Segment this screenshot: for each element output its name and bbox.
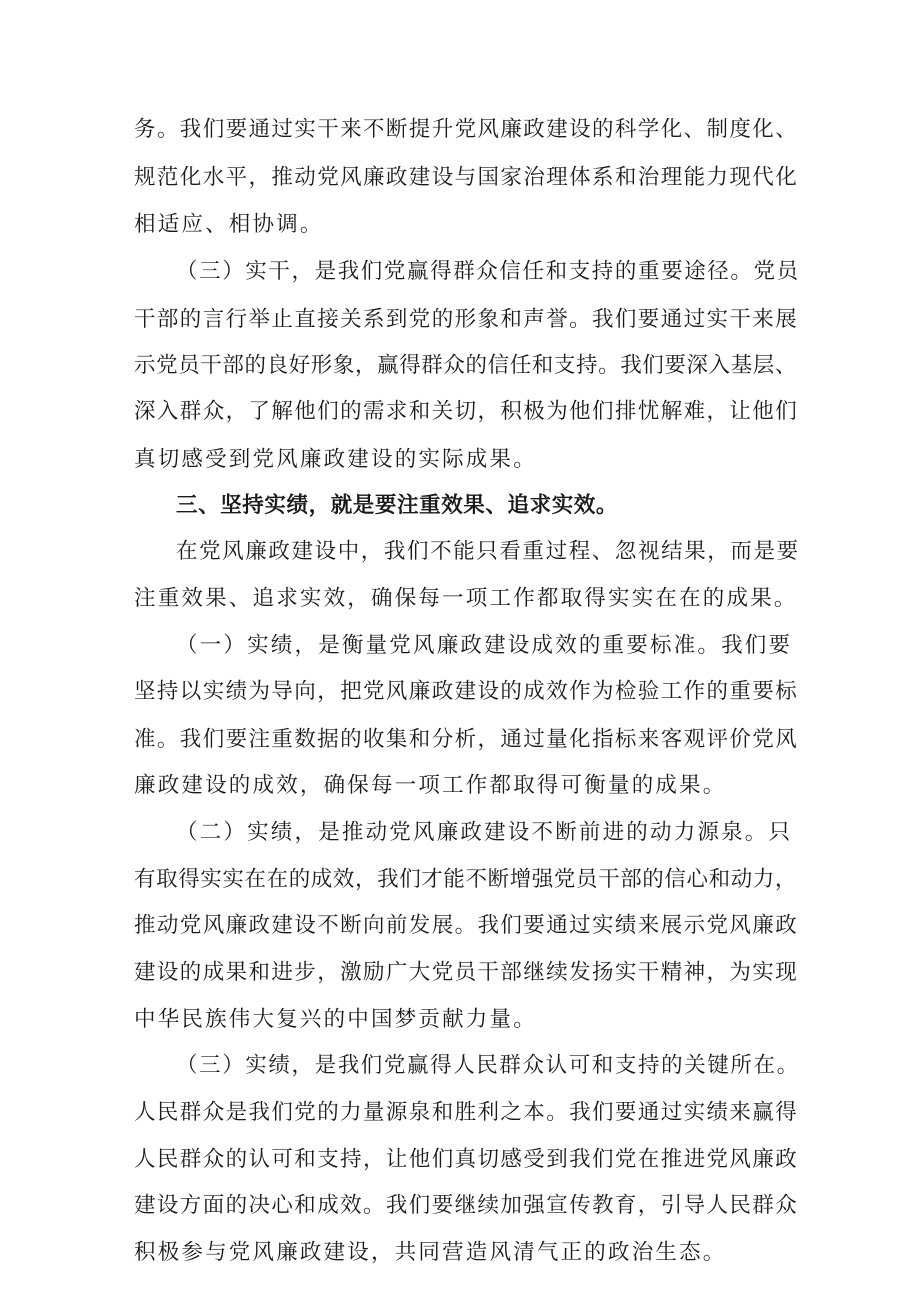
- paragraph-first-line: （三）实干，是我们党赢得群众信任和支持的重要途径。党员: [176, 259, 800, 284]
- body-line: 务。我们要通过实干来不断提升党风廉政建设的科学化、制度化、: [134, 117, 799, 142]
- body-line: 坚持以实绩为导向，把党风廉政建设的成效作为检验工作的重要标: [134, 679, 799, 704]
- body-line: 建设的成果和进步，激励广大党员干部继续发扬实干精神，为实现: [134, 960, 799, 985]
- body-line: 示党员干部的良好形象，赢得群众的信任和支持。我们要深入基层、: [134, 353, 798, 378]
- body-line: 干部的言行举止直接关系到党的形象和声誉。我们要通过实干来展: [134, 307, 799, 332]
- body-line: 注重效果、追求实效，确保每一项工作都取得实实在在的成果。: [134, 586, 798, 611]
- body-line: 真切感受到党风廉政建设的实际成果。: [134, 447, 537, 472]
- body-line: 人民群众的认可和支持，让他们真切感受到我们党在推进党风廉政: [134, 1147, 799, 1172]
- body-line: 规范化水平，推动党风廉政建设与国家治理体系和治理能力现代化: [134, 165, 799, 190]
- body-line: 推动党风廉政建设不断向前发展。我们要通过实绩来展示党风廉政: [134, 913, 799, 938]
- section-heading: 三、坚持实绩，就是要注重效果、追求实效。: [176, 493, 619, 518]
- body-line: 中华民族伟大复兴的中国梦贡献力量。: [134, 1007, 537, 1032]
- body-line: 积极参与党风廉政建设，共同营造风清气正的政治生态。: [134, 1240, 727, 1265]
- body-line: 深入群众，了解他们的需求和关切，积极为他们排忧解难，让他们: [134, 399, 799, 424]
- paragraph-first-line: （三）实绩，是我们党赢得人民群众认可和支持的关键所在。: [176, 1053, 800, 1078]
- paragraph-first-line: （二）实绩，是推动党风廉政建设不断前进的动力源泉。只: [176, 820, 793, 845]
- body-line: 相适应、相协调。: [134, 212, 324, 237]
- body-line: 廉政建设的成效，确保每一项工作都取得可衡量的成果。: [134, 773, 727, 798]
- body-line: 准。我们要注重数据的收集和分析，通过量化指标来客观评价党风: [134, 727, 799, 752]
- paragraph-first-line: 在党风廉政建设中，我们不能只看重过程、忽视结果，而是要: [176, 539, 800, 564]
- body-line: 有取得实实在在的成效，我们才能不断增强党员干部的信心和动力，: [134, 867, 798, 892]
- body-line: 人民群众是我们党的力量源泉和胜利之本。我们要通过实绩来赢得: [134, 1100, 799, 1125]
- paragraph-first-line: （一）实绩，是衡量党风廉政建设成效的重要标准。我们要: [176, 633, 793, 658]
- body-line: 建设方面的决心和成效。我们要继续加强宣传教育，引导人民群众: [134, 1193, 799, 1218]
